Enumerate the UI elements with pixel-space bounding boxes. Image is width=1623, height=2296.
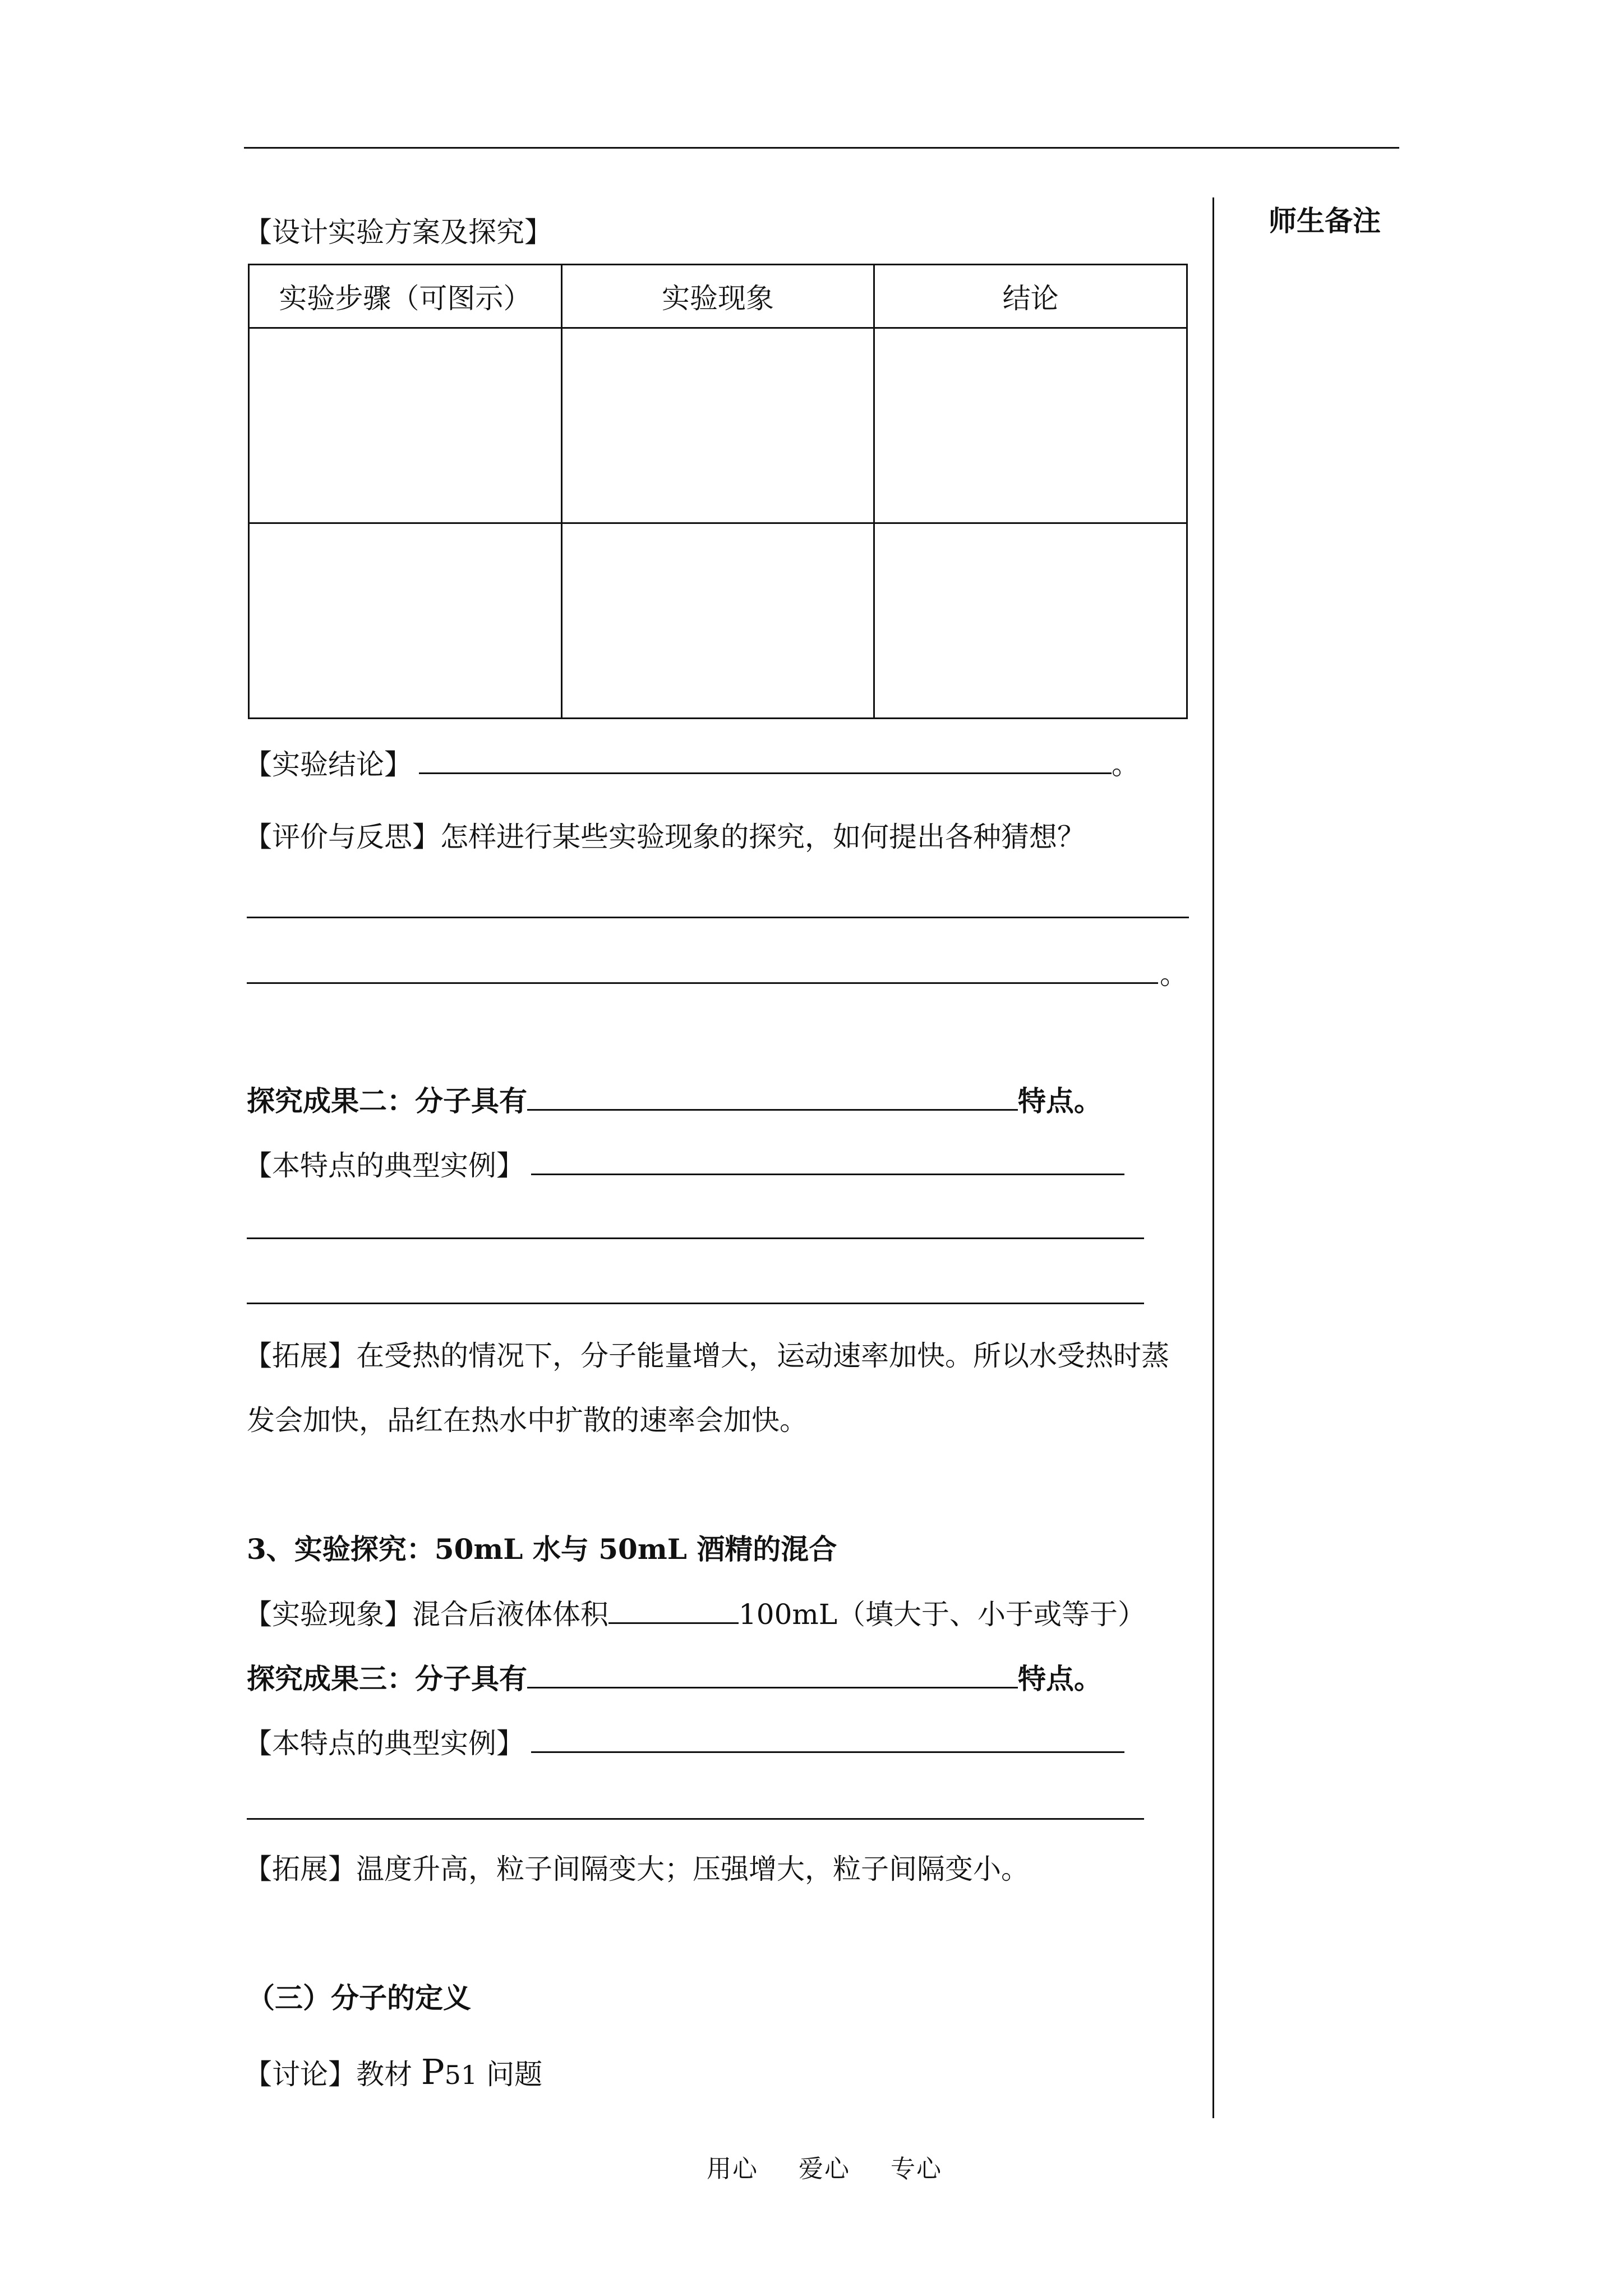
extension-two-text: 温度升高，粒子间隔变大；压强增大，粒子间隔变小。	[356, 1853, 1029, 1885]
extension-one-text: 在受热的情况下，分子能量增大，运动速率加快。所以水受热时蒸	[356, 1340, 1169, 1372]
result-two	[247, 1080, 1102, 1119]
result-three-example	[244, 1722, 1124, 1761]
table-header-conclusion: 结论	[874, 265, 1187, 328]
extension-two-label: 【拓展】	[244, 1853, 356, 1885]
discussion-text-after: 问题	[477, 2058, 543, 2091]
result-two-suffix: 特点。	[1018, 1084, 1102, 1117]
notes-divider	[1212, 197, 1214, 2118]
table-header-row	[249, 265, 1187, 328]
answer-line[interactable]	[247, 917, 1189, 918]
result-three-prefix: 探究成果三：分子具有	[247, 1662, 527, 1695]
result-three-blank[interactable]	[527, 1658, 1018, 1688]
answer-line[interactable]	[247, 1237, 1144, 1239]
table-header-phenomenon: 实验现象	[561, 265, 874, 328]
discussion	[244, 2051, 543, 2093]
result-two-example-blank[interactable]	[531, 1144, 1124, 1175]
result-two-prefix: 探究成果二：分子具有	[247, 1084, 527, 1117]
footer-item: 用心	[707, 2155, 758, 2183]
design-section-title: 【设计实验方案及探究】	[244, 216, 552, 249]
experiment-conclusion-blank[interactable]	[419, 743, 1112, 774]
experiment-table	[248, 264, 1188, 719]
result-two-example-label: 【本特点的典型实例】	[244, 1149, 524, 1182]
evaluation-label: 【评价与反思】	[244, 821, 440, 853]
result-three-example-label: 【本特点的典型实例】	[244, 1727, 524, 1760]
answer-line[interactable]	[247, 982, 1158, 984]
evaluation	[244, 819, 1085, 855]
extension-two	[244, 1851, 1029, 1887]
evaluation-question: 怎样进行某些实验现象的探究，如何提出各种猜想？	[440, 821, 1085, 853]
result-three-example-blank[interactable]	[531, 1722, 1124, 1753]
table-cell[interactable]	[561, 328, 874, 523]
footer-item: 爱心	[799, 2155, 850, 2183]
page-footer	[707, 2148, 983, 2184]
phenomenon-tail: 100mL（填大于、小于或等于）	[739, 1598, 1146, 1631]
table-row	[249, 328, 1187, 523]
experiment-three-phenomenon	[244, 1593, 1146, 1632]
result-three	[247, 1658, 1102, 1697]
discussion-label: 【讨论】	[244, 2058, 356, 2091]
notes-column-title: 师生备注	[1269, 204, 1381, 237]
result-three-suffix: 特点。	[1018, 1662, 1102, 1695]
table-header-steps: 实验步骤（可图示）	[249, 265, 562, 328]
table-cell[interactable]	[874, 523, 1187, 719]
experiment-conclusion-label: 【实验结论】	[244, 748, 412, 781]
experiment-three-title: 3、实验探究：50mL 水与 50mL 酒精的混合	[247, 1533, 837, 1566]
table-cell[interactable]	[874, 328, 1187, 523]
extension-one-label: 【拓展】	[244, 1340, 356, 1372]
table-cell[interactable]	[249, 523, 562, 719]
answer-line[interactable]	[247, 1303, 1144, 1304]
extension-one-line1	[244, 1338, 1169, 1374]
table-row	[249, 523, 1187, 719]
experiment-conclusion	[244, 743, 1140, 783]
experiment-conclusion-end: 。	[1112, 748, 1140, 781]
result-two-blank[interactable]	[527, 1080, 1018, 1111]
table-cell[interactable]	[249, 328, 562, 523]
discussion-text-before: 教材	[356, 2058, 421, 2091]
result-two-example	[244, 1144, 1124, 1184]
discussion-page-number: 51	[444, 2060, 478, 2090]
evaluation-end: 。	[1160, 958, 1188, 991]
header-rule	[244, 147, 1399, 149]
phenomenon-text: 混合后液体体积	[412, 1598, 608, 1631]
discussion-page-letter: P	[421, 2051, 445, 2092]
answer-line[interactable]	[247, 1818, 1144, 1820]
table-cell[interactable]	[561, 523, 874, 719]
phenomenon-blank[interactable]	[608, 1593, 739, 1624]
footer-item: 专心	[891, 2155, 942, 2183]
section-three-title: （三）分子的定义	[247, 1981, 471, 2014]
phenomenon-label: 【实验现象】	[244, 1598, 412, 1631]
extension-one-line2: 发会加快，品红在热水中扩散的速率会加快。	[247, 1404, 808, 1437]
